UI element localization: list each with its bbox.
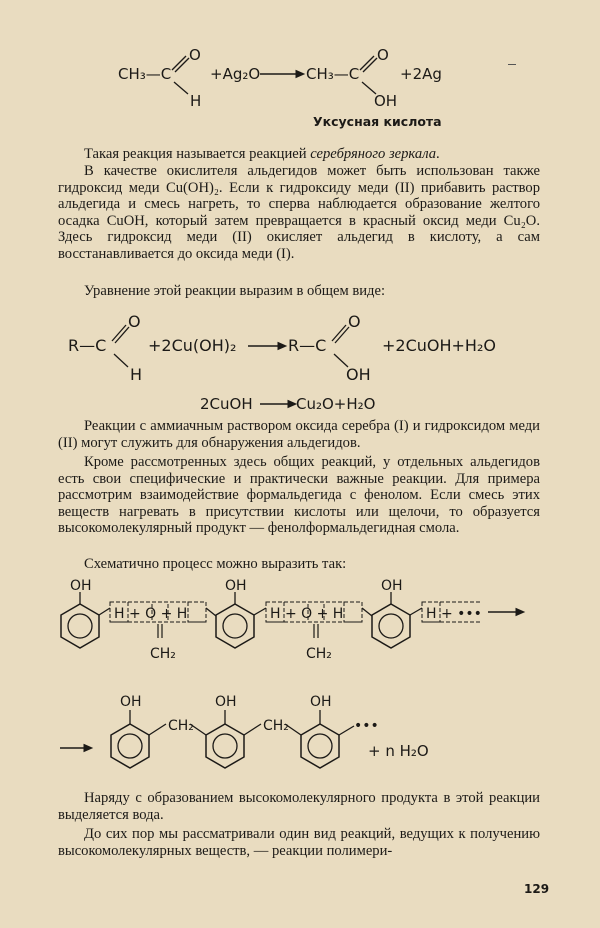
svg-text:OH: OH <box>215 694 237 710</box>
paragraph-phenol-formaldehyde: Кроме рассмотренных здесь общих реакций, у отдельных альдегидов есть свои специфические и практически важные реакции. Для примера рассмотрим взаимодействие формальдегида с фенолом. Если смесь этих веществ нагревать в присутствии кислоты или щелочи, то образуется высокомолекулярный продукт — фенолформальдегидная смола. <box>58 454 540 537</box>
phenol-formaldehyde-scheme-step1 <box>40 576 530 668</box>
term-silver-mirror: серебряного зеркала <box>310 146 437 162</box>
eq2-h: H <box>130 365 143 383</box>
ch2-bridge-1: CH₂ <box>168 718 194 734</box>
water-product: + n H₂O <box>368 742 429 760</box>
phenol-ring-1 <box>61 578 110 648</box>
svg-text:OH: OH <box>381 578 403 594</box>
svg-text:CH₂: CH₂ <box>306 646 332 662</box>
eq1-products: +2Ag <box>400 65 442 83</box>
eq1-h: H <box>190 92 202 110</box>
chain-dots: ••• <box>354 718 379 734</box>
svg-text:H + O + H: H + O + H <box>270 606 344 622</box>
chain-continuation <box>422 602 524 622</box>
eq3-right: Cu₂O+H₂O <box>296 395 376 413</box>
paragraph-detection: Реакции с аммиачным раствором оксида серебра (I) и гидроксидом меди (II) могут служить для обнаружения альдегидов. <box>58 418 540 451</box>
svg-text:H + •••: H + ••• <box>426 606 482 622</box>
eq2-o: O <box>128 312 141 331</box>
reaction-arrow <box>60 745 92 752</box>
phenol-ring-3 <box>372 578 422 648</box>
phenol-ring-2 <box>216 578 266 648</box>
eq2-left: R—C <box>68 336 107 355</box>
acetic-acid-label: Уксусная кислота <box>313 114 442 129</box>
eq2-right: R—C <box>288 336 327 355</box>
svg-text:OH: OH <box>70 578 92 594</box>
paragraph-copper-hydroxide: В качестве окислителя альдегидов может быть использован также гидроксид меди Cu(OH)₂. Если к гидроксиду меди (II) прибавить раствор альдегида и смесь нагреть, то сперва наблюдается образование желтого осадка CuOH, который затем превращается в красный оксид меди Cu₂O. Здесь гидроксид меди (II) окисляет альдегид в кислоту, а сам восстанавливается до оксида меди (I). <box>58 163 540 262</box>
svg-text:OH: OH <box>310 694 332 710</box>
svg-text:OH: OH <box>120 694 142 710</box>
eq3-left: 2CuOH <box>200 395 253 413</box>
resin-ring-1 <box>111 694 206 768</box>
paragraph-scheme-intro: Схематично процесс можно выразить так: <box>84 556 347 572</box>
condensation-group-2 <box>266 602 372 662</box>
paragraph-general-form: Уравнение этой реакции выразим в общем виде: <box>84 283 385 299</box>
eq2-oh: OH <box>346 365 371 383</box>
paragraph-silver-mirror: Такая реакция называется реакцией серебряного зеркала. <box>84 146 440 162</box>
equation-copper-hydroxide <box>62 305 532 383</box>
eq1-right: CH₃—C <box>306 65 360 83</box>
condensation-group-1 <box>110 602 216 662</box>
ch2-bridge-2: CH₂ <box>263 718 289 734</box>
print-mark <box>508 64 516 65</box>
equation-cuoh-decomposition <box>196 390 396 416</box>
phenol-formaldehyde-scheme-step2 <box>48 684 488 784</box>
resin-ring-2 <box>206 694 301 768</box>
paragraph-polymerization: До сих пор мы рассматривали один вид реакций, ведущих к получению высокомолекулярных веществ, — реакции полимери- <box>58 826 540 859</box>
page-number: 129 <box>524 882 550 896</box>
eq2-o2: O <box>348 312 361 331</box>
svg-text:OH: OH <box>225 578 247 594</box>
eq1-left: CH₃—C <box>118 65 172 83</box>
eq1-o2: O <box>377 46 389 64</box>
svg-text:CH₂: CH₂ <box>150 646 176 662</box>
eq2-reagent: +2Cu(OH)₂ <box>148 336 237 355</box>
eq2-products: +2CuOH+H₂O <box>382 336 496 355</box>
equation-silver-mirror <box>110 42 470 114</box>
paragraph-water: Наряду с образованием высокомолекулярного продукта в этой реакции выделяется вода. <box>58 790 540 823</box>
eq1-reagent: +Ag₂O <box>210 65 261 83</box>
eq1-o: O <box>189 46 201 64</box>
svg-text:H + O + H: H + O + H <box>114 606 188 622</box>
eq1-oh: OH <box>374 92 398 110</box>
